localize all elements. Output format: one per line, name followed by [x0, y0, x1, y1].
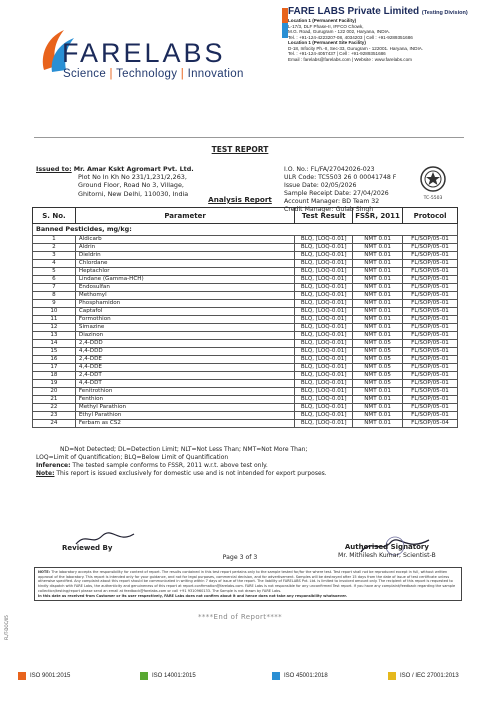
- cell-test-result: BLQ, [LOQ-0.01]: [295, 348, 353, 356]
- note-text: This report is issued exclusively for domestic use and is not intended for export purposes.: [54, 470, 327, 478]
- table-row: [33, 300, 458, 308]
- table-row: [33, 324, 458, 332]
- cell-parameter: Methomyl: [75, 292, 294, 300]
- logo-wordmark: FARELABS: [62, 38, 226, 68]
- cell-fssr-limit: NMT 0.01: [353, 324, 403, 332]
- customer-name: Mr. Amar Kskt Agromart Pvt. Ltd.: [73, 165, 194, 173]
- cell-fssr-limit: NMT 0.01: [353, 268, 403, 276]
- cert-badge-icon: [18, 672, 26, 680]
- cell-parameter: Diazinon: [75, 332, 294, 340]
- address-line: Plot No In Kh No 231/1,231/2,263,: [78, 173, 187, 182]
- document-code: FL/T-DOC/05: [4, 615, 9, 640]
- cell-fssr-limit: NMT 0.01: [353, 308, 403, 316]
- cell-test-result: BLQ, [LOQ-0.01]: [295, 380, 353, 388]
- table-row: [33, 284, 458, 292]
- cell-test-result: BLQ, [LOQ-0.01]: [295, 292, 353, 300]
- company-division: (Testing Division): [421, 10, 468, 16]
- signatory-block: [338, 543, 436, 559]
- cell-parameter: 4,4-DDD: [75, 348, 294, 356]
- cell-parameter: 4,4-DDT: [75, 380, 294, 388]
- analysis-report-title: Analysis Report: [208, 195, 272, 204]
- abbreviations-line: ND=Not Detected; DL=Detection Limit; NLT=Not Less Than; NMT=Not More Than;: [60, 446, 308, 453]
- issued-to-label: Issued to:: [36, 165, 72, 173]
- location1-title: Location 1 (Permanent Facility): [288, 18, 357, 23]
- cell-sno: 3: [33, 252, 76, 260]
- tagline-technology: Technology: [116, 68, 178, 80]
- cell-parameter: 2,4-DDD: [75, 340, 294, 348]
- cell-fssr-limit: NMT 0.01: [353, 276, 403, 284]
- cell-fssr-limit: NMT 0.01: [353, 284, 403, 292]
- cell-sno: 19: [33, 380, 76, 388]
- cell-protocol: FL/SOP/05-01: [403, 236, 458, 244]
- table-row: [33, 348, 458, 356]
- inference-label: Inference:: [36, 462, 71, 470]
- cert-badge-icon: [272, 672, 280, 680]
- cell-parameter: Fenitrothion: [75, 388, 294, 396]
- disclaimer-text: The laboratory accepts the responsibility for content of report. The results contained in this test report pertains only to the sample tested for/for the where test. Test report shall not be reproduced except in full, without written approval of the laboratory. This report is intended only for your guidance, and not for legal purposes, commercial decision, and for advertisement. Samples will be destroyed after 15 days from the date of issue of test certificate unless otherwise specified. Any complaint about this report should be communicated in writing within 7 days of issue of the report. The liability of FARELABS Pvt. Ltd. is limited to invoiced amount only. The recipient of this report is requested to kindly dispatch with FARE Labs, the authenticity and genuineness of this report at report.confirmation@farelabs.com. FARE Labs is not responsible for any unconfirmed Test report. If you have any complaint/feedback regarding the sample collection/testing/report please send an email at feedback@farelabs.com or call +91 9310960133. The Sample is not drawn by FARE Labs.: [38, 570, 456, 593]
- cell-sno: 6: [33, 276, 76, 284]
- reviewed-by-label: Reviewed By: [62, 544, 113, 552]
- inference-line: [36, 462, 327, 470]
- disclaimer-box: [34, 567, 462, 601]
- meta-credit-manager: Credit Manager: Gulab Singh: [284, 205, 374, 213]
- cell-fssr-limit: NMT 0.05: [353, 380, 403, 388]
- tagline-separator: |: [180, 68, 185, 80]
- cell-parameter: Heptachlor: [75, 268, 294, 276]
- cell-fssr-limit: NMT 0.01: [353, 244, 403, 252]
- cell-parameter: 4,4-DDE: [75, 364, 294, 372]
- cell-protocol: FL/SOP/05-01: [403, 244, 458, 252]
- cell-test-result: BLQ, [LOQ-0.01]: [295, 332, 353, 340]
- cell-parameter: Fenthion: [75, 396, 294, 404]
- cell-protocol: FL/SOP/05-01: [403, 404, 458, 412]
- cert-iso-27001: ISO / IEC 27001:2013: [388, 672, 459, 680]
- cell-sno: 24: [33, 420, 76, 428]
- table-row: [33, 380, 458, 388]
- tagline-innovation: Innovation: [187, 68, 244, 80]
- table-row: [33, 364, 458, 372]
- cell-sno: 7: [33, 284, 76, 292]
- table-row: [33, 332, 458, 340]
- cell-sno: 14: [33, 340, 76, 348]
- cell-parameter: Dieldrin: [75, 252, 294, 260]
- location2-line: Tel. : +91-124-4057437 | Cell : +91-9289351686: [288, 51, 386, 56]
- disclaimer-bold-line: In this date as received from Customer or its user respectively, FARE Labs does not confirm about it and hence does not take any responsibility whatsoever.: [38, 593, 347, 598]
- meta-account-manager: Account Manager: BD Team 32: [284, 197, 380, 205]
- cell-protocol: FL/SOP/05-01: [403, 284, 458, 292]
- meta-issue-date: Issue Date: 02/05/2026: [284, 181, 357, 189]
- cell-parameter: Methyl Parathion: [75, 404, 294, 412]
- cell-test-result: BLQ, [LOQ-0.01]: [295, 420, 353, 428]
- cell-fssr-limit: NMT 0.01: [353, 292, 403, 300]
- cell-fssr-limit: NMT 0.01: [353, 412, 403, 420]
- cell-test-result: BLQ, [LOQ-0.01]: [295, 276, 353, 284]
- logo-tagline: [63, 68, 244, 80]
- cell-sno: 15: [33, 348, 76, 356]
- cell-test-result: BLQ, [LOQ-0.01]: [295, 388, 353, 396]
- abbreviations-line: LOQ=Limit of Quantification; BLQ=Below Limit of Quantification: [36, 454, 229, 462]
- cell-fssr-limit: NMT 0.05: [353, 356, 403, 364]
- header-parameter: Parameter: [75, 208, 294, 224]
- table-row: [33, 340, 458, 348]
- cell-parameter: Chlordane: [75, 260, 294, 268]
- cell-test-result: BLQ, [LOQ-0.01]: [295, 340, 353, 348]
- tagline-separator: |: [109, 68, 113, 80]
- cell-protocol: FL/SOP/05-01: [403, 324, 458, 332]
- group-row: [33, 224, 458, 236]
- cell-protocol: FL/SOP/05-01: [403, 300, 458, 308]
- address-line: Ground Floor, Road No 3, Village,: [78, 181, 184, 190]
- cell-parameter: Lindane (Gamma-HCH): [75, 276, 294, 284]
- cell-parameter: Aldicarb: [75, 236, 294, 244]
- cert-badge-icon: [140, 672, 148, 680]
- cell-sno: 23: [33, 412, 76, 420]
- analysis-table: [32, 207, 458, 428]
- cell-protocol: FL/SOP/05-04: [403, 420, 458, 428]
- cell-test-result: BLQ, [LOQ-0.01]: [295, 356, 353, 364]
- disclaimer-label: NOTE:: [38, 570, 51, 574]
- cell-protocol: FL/SOP/05-01: [403, 380, 458, 388]
- cell-sno: 11: [33, 316, 76, 324]
- cell-parameter: 2,4-DDT: [75, 372, 294, 380]
- cell-protocol: FL/SOP/05-01: [403, 348, 458, 356]
- cell-fssr-limit: NMT 0.05: [353, 340, 403, 348]
- tagline-science: Science: [63, 68, 107, 80]
- cell-sno: 21: [33, 396, 76, 404]
- table-row: [33, 412, 458, 420]
- location2-line: D-18, Infocity Ph.-II, Sec-33, Gurugram - 122001. Haryana, INDIA.: [288, 45, 424, 51]
- cell-fssr-limit: NMT 0.01: [353, 236, 403, 244]
- cert-iso-9001: ISO 9001:2015: [18, 672, 70, 680]
- cell-test-result: BLQ, [LOQ-0.01]: [295, 260, 353, 268]
- cell-fssr-limit: NMT 0.01: [353, 260, 403, 268]
- cell-test-result: BLQ, [LOQ-0.01]: [295, 268, 353, 276]
- cell-parameter: Simazine: [75, 324, 294, 332]
- cell-protocol: FL/SOP/05-01: [403, 340, 458, 348]
- cell-parameter: Formothion: [75, 316, 294, 324]
- cell-fssr-limit: NMT 0.01: [353, 388, 403, 396]
- cell-sno: 20: [33, 388, 76, 396]
- cell-protocol: FL/SOP/05-01: [403, 372, 458, 380]
- cell-fssr-limit: NMT 0.05: [353, 372, 403, 380]
- cell-fssr-limit: NMT 0.01: [353, 420, 403, 428]
- cell-sno: 8: [33, 292, 76, 300]
- cell-test-result: BLQ, [LOQ-0.01]: [295, 316, 353, 324]
- end-of-report: ****End of Report****: [197, 613, 283, 621]
- cell-test-result: BLQ, [LOQ-0.01]: [295, 372, 353, 380]
- table-row: [33, 316, 458, 324]
- cell-sno: 2: [33, 244, 76, 252]
- cell-protocol: FL/SOP/05-01: [403, 268, 458, 276]
- location1-line: Tel. : +91-124-4223207-08, 4034203 | Cell : +91-9289351686: [288, 34, 413, 40]
- address-line: Ghitorni, New Delhi, 110030, India: [78, 189, 189, 198]
- cell-protocol: FL/SOP/05-01: [403, 252, 458, 260]
- cell-protocol: FL/SOP/05-01: [403, 332, 458, 340]
- note-label: Note:: [36, 470, 55, 478]
- cell-test-result: BLQ, [LOQ-0.01]: [295, 396, 353, 404]
- cell-fssr-limit: NMT 0.01: [353, 316, 403, 324]
- header-protocol: Protocol: [403, 208, 458, 224]
- table-row: [33, 404, 458, 412]
- group-label: Banned Pesticides, mg/kg:: [33, 224, 458, 236]
- inference-text: The tested sample conforms to FSSR, 2011 w.r.t. above test only.: [70, 462, 268, 470]
- cell-protocol: FL/SOP/05-01: [403, 276, 458, 284]
- table-row: [33, 236, 458, 244]
- cell-sno: 1: [33, 236, 76, 244]
- cell-fssr-limit: NMT 0.01: [353, 396, 403, 404]
- cell-test-result: BLQ, [LOQ-0.01]: [295, 412, 353, 420]
- table-row: [33, 388, 458, 396]
- cell-fssr-limit: NMT 0.01: [353, 404, 403, 412]
- cert-iso-14001: ISO 14001:2015: [140, 672, 196, 680]
- table-row: [33, 396, 458, 404]
- cell-parameter: Ethyl Parathion: [75, 412, 294, 420]
- cell-test-result: BLQ, [LOQ-0.01]: [295, 324, 353, 332]
- location1-line: M.G. Road, Gurugram - 122 002, Haryana, INDIA.: [288, 29, 391, 34]
- cell-fssr-limit: NMT 0.05: [353, 348, 403, 356]
- table-row: [33, 260, 458, 268]
- cell-parameter: Captafol: [75, 308, 294, 316]
- cell-protocol: FL/SOP/05-01: [403, 364, 458, 372]
- page-number: Page 3 of 3: [222, 554, 258, 561]
- cell-sno: 9: [33, 300, 76, 308]
- location2-title: Location 1 (Permanent Site Facility): [288, 40, 366, 45]
- cell-protocol: FL/SOP/05-01: [403, 412, 458, 420]
- cell-protocol: FL/SOP/05-01: [403, 356, 458, 364]
- meta-ulr-code: ULR Code: TC5503 26 0 00041748 F: [284, 173, 397, 181]
- cell-test-result: BLQ, [LOQ-0.01]: [295, 300, 353, 308]
- cell-sno: 5: [33, 268, 76, 276]
- report-title: TEST REPORT: [211, 145, 269, 154]
- cell-protocol: FL/SOP/05-01: [403, 396, 458, 404]
- certification-footer: [0, 668, 480, 690]
- header-test-result: Test Result: [295, 208, 353, 224]
- cell-protocol: FL/SOP/05-01: [403, 388, 458, 396]
- issued-to-block: [36, 165, 194, 198]
- cell-sno: 16: [33, 356, 76, 364]
- cell-fssr-limit: NMT 0.01: [353, 300, 403, 308]
- header-sno: S. No.: [33, 208, 76, 224]
- table-row: [33, 292, 458, 300]
- meta-receipt-date: Sample Receipt Date: 27/04/2026: [284, 189, 389, 197]
- location1-line: L-17/3, DLF Phase-II, IFFCO Chowk,: [288, 23, 364, 29]
- table-row: [33, 268, 458, 276]
- table-row: [33, 420, 458, 428]
- cell-sno: 22: [33, 404, 76, 412]
- cell-test-result: BLQ, [LOQ-0.01]: [295, 308, 353, 316]
- table-row: [33, 356, 458, 364]
- company-name: FARE LABS Private Limited (Testing Division): [288, 6, 468, 17]
- table-row: [33, 372, 458, 380]
- cell-protocol: FL/SOP/05-01: [403, 292, 458, 300]
- table-row: [33, 252, 458, 260]
- cell-sno: 10: [33, 308, 76, 316]
- cell-fssr-limit: NMT 0.01: [353, 252, 403, 260]
- cell-test-result: BLQ, [LOQ-0.01]: [295, 364, 353, 372]
- signatory-name: Mr. Mithilesh Kumar, Scientist-B: [338, 552, 436, 559]
- meta-io-number: I.O. No.: FL/FA/27042026-023: [284, 166, 375, 173]
- cell-test-result: BLQ, [LOQ-0.01]: [295, 252, 353, 260]
- cell-test-result: BLQ, [LOQ-0.01]: [295, 404, 353, 412]
- cell-parameter: Ferbam as CS2: [75, 420, 294, 428]
- cell-parameter: 2,4-DDE: [75, 356, 294, 364]
- cell-protocol: FL/SOP/05-01: [403, 308, 458, 316]
- cell-test-result: BLQ, [LOQ-0.01]: [295, 244, 353, 252]
- table-row: [33, 244, 458, 252]
- cert-iso-45001: ISO 45001:2018: [272, 672, 328, 680]
- cell-parameter: Aldrin: [75, 244, 294, 252]
- cell-sno: 4: [33, 260, 76, 268]
- header-fssr: FSSR, 2011: [353, 208, 403, 224]
- cert-badge-icon: [388, 672, 396, 680]
- cell-fssr-limit: NMT 0.01: [353, 332, 403, 340]
- note-line: [36, 470, 327, 478]
- cell-test-result: BLQ, [LOQ-0.01]: [295, 236, 353, 244]
- cell-sno: 18: [33, 372, 76, 380]
- seal-code: TC-5503: [423, 196, 443, 201]
- cell-protocol: FL/SOP/05-01: [403, 316, 458, 324]
- cell-sno: 12: [33, 324, 76, 332]
- cell-protocol: FL/SOP/05-01: [403, 260, 458, 268]
- company-address-block: [288, 6, 474, 62]
- table-row: [33, 276, 458, 284]
- authorised-signatory-label: Authorised Signatory: [344, 543, 429, 551]
- cell-parameter: Endosulfan: [75, 284, 294, 292]
- table-row: [33, 308, 458, 316]
- location2-line: Email : farelabs@farelabs.com | Website : www.farelabs.com: [288, 56, 412, 62]
- cell-parameter: Phosphamidon: [75, 300, 294, 308]
- cell-test-result: BLQ, [LOQ-0.01]: [295, 284, 353, 292]
- cell-fssr-limit: NMT 0.05: [353, 364, 403, 372]
- cell-sno: 13: [33, 332, 76, 340]
- cell-sno: 17: [33, 364, 76, 372]
- table-header-row: [33, 208, 458, 224]
- legend-block: [36, 446, 327, 478]
- header-divider: [34, 137, 464, 138]
